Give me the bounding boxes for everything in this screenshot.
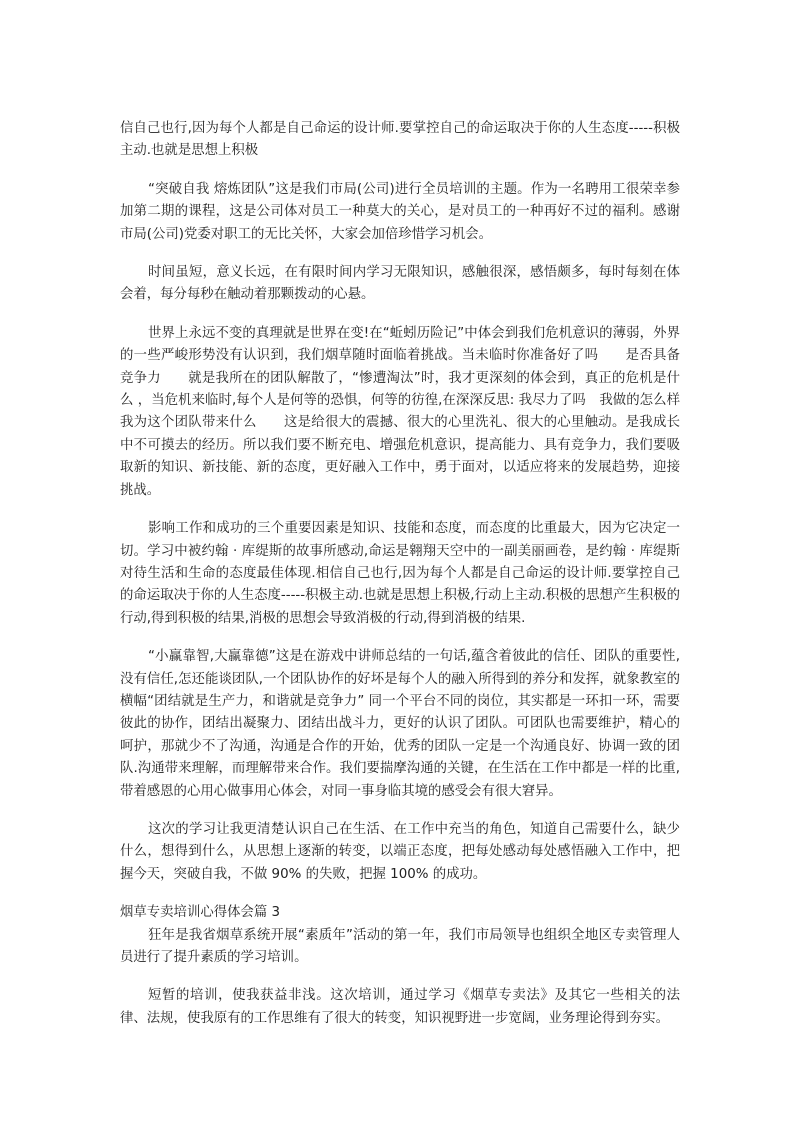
paragraph-training-theme: “突破自我 熔炼团队”这是我们市局(公司)进行全员培训的主题。作为一名聘用工很荣幸参加第二期的课程，这是公司体对员工一种莫大的关心，是对员工的一种再好不过的福利。感谢市局(公司)党委对职工的无比关怀，大家会加倍珍惜学习机会。 — [120, 181, 680, 242]
paragraph-training-benefit: 短暂的培训，使我获益非浅。这次培训，通过学习《烟草专卖法》及其它一些相关的法律、法规，使我原有的工作思维有了很大的转变，知识视野进一步宽阔，业务理论得到夯实。 — [120, 988, 680, 1026]
section-heading: 烟草专卖培训心得体会篇 3 — [120, 905, 281, 921]
paragraph-quality-year: 狂年是我省烟草系统开展“素质年”活动的第一年，我们市局领导也组织全地区专卖管理人员进行了提升素质的学习培训。 — [120, 927, 680, 965]
document-page — [120, 118, 707, 1030]
paragraph-time-short: 时间虽短，意义长远，在有限时间内学习无限知识，感触很深，感悟颇多，每时每刻在体会着，每分每秒在触动着那颗拨动的心悬。 — [120, 265, 680, 303]
paragraph-continuation: 信自己也行,因为每个人都是自己命运的设计师.要掌控自己的命运取决于你的人生态度-----积极主动.也就是思想上积极 — [120, 121, 680, 159]
paragraph-conclusion: 这次的学习让我更清楚认识自己在生活、在工作中充当的角色，知道自己需要什么，缺少什么，想得到什么，从思想上逐渐的转变，以端正态度，把每处感动每处感悟融入工作中，把握今天，突破自我，不做 90% 的失败，把握 100% 的成功。 — [120, 821, 680, 882]
paragraph-teamwork: “小赢靠智,大赢靠德”这是在游戏中讲师总结的一句话,蕴含着彼此的信任、团队的重要性,没有信任,怎还能谈团队,一个团队协作的好坏是每个人的融入所得到的养分和发挥，就象教室的横幅“团结就是生产力，和谐就是竞争力” 同一个平台不同的岗位，其实都是一环扣一环，需要彼此的协作，团结出凝聚力、团结出战斗力，更好的认识了团队。可团队也需要维护，精心的呵护，那就少不了沟通，沟通是合作的开始，优秀的团队一定是一个沟通良好、协调一致的团队.沟通带来理解，而理解带来合作。我们要揣摩沟通的关键，在生活在工作中都是一样的比重,带着感恩的心用心做事用心体会，对同一事身临其境的感受会有很大窘异。 — [120, 649, 680, 799]
paragraph-attitude: 影响工作和成功的三个重要因素是知识、技能和态度，而态度的比重最大，因为它决定一切。学习中被约翰 · 库缇斯的故事所感动,命运是翱翔天空中的一副美丽画卷，是约翰 · 库缇斯对待生活和生命的态度最佳体现.相信自己也行,因为每个人都是自己命运的设计师.要掌控自己的命运取决于你的人生态度-----积极主动.也就是思想上积极,行动上主动.积极的思想产生积极的行动,得到积极的结果,消极的思想会导致消极的行动,得到消极的结果. — [120, 521, 680, 626]
paragraph-crisis-awareness: 世界上永远不变的真理就是世界在变!在“蚯蚓历险记”中体会到我们危机意识的薄弱，外界的一些严峻形势没有认识到，我们烟草随时面临着挑战。当未临时你准备好了吗 是否具备竞争力 就是我所在的团队解散了，“惨遭淘汰”时，我才更深刻的体会到，真正的危机是什么 ，当危机来临时,每个人是何等的恐惧，何等的彷徨,在深深反思: 我尽力了吗 我做的怎么样 我为这个团队带来什么 这是给很大的震撼、很大的心里洗礼、很大的心里触动。是我成长中不可摸去的经历。所以我们要不断充电、增强危机意识，提高能力、具有竞争力，我们要吸取新的知识、新技能、新的态度，更好融入工作中，勇于面对，以适应将来的发展趋势，迎接挑战。 — [120, 325, 707, 498]
